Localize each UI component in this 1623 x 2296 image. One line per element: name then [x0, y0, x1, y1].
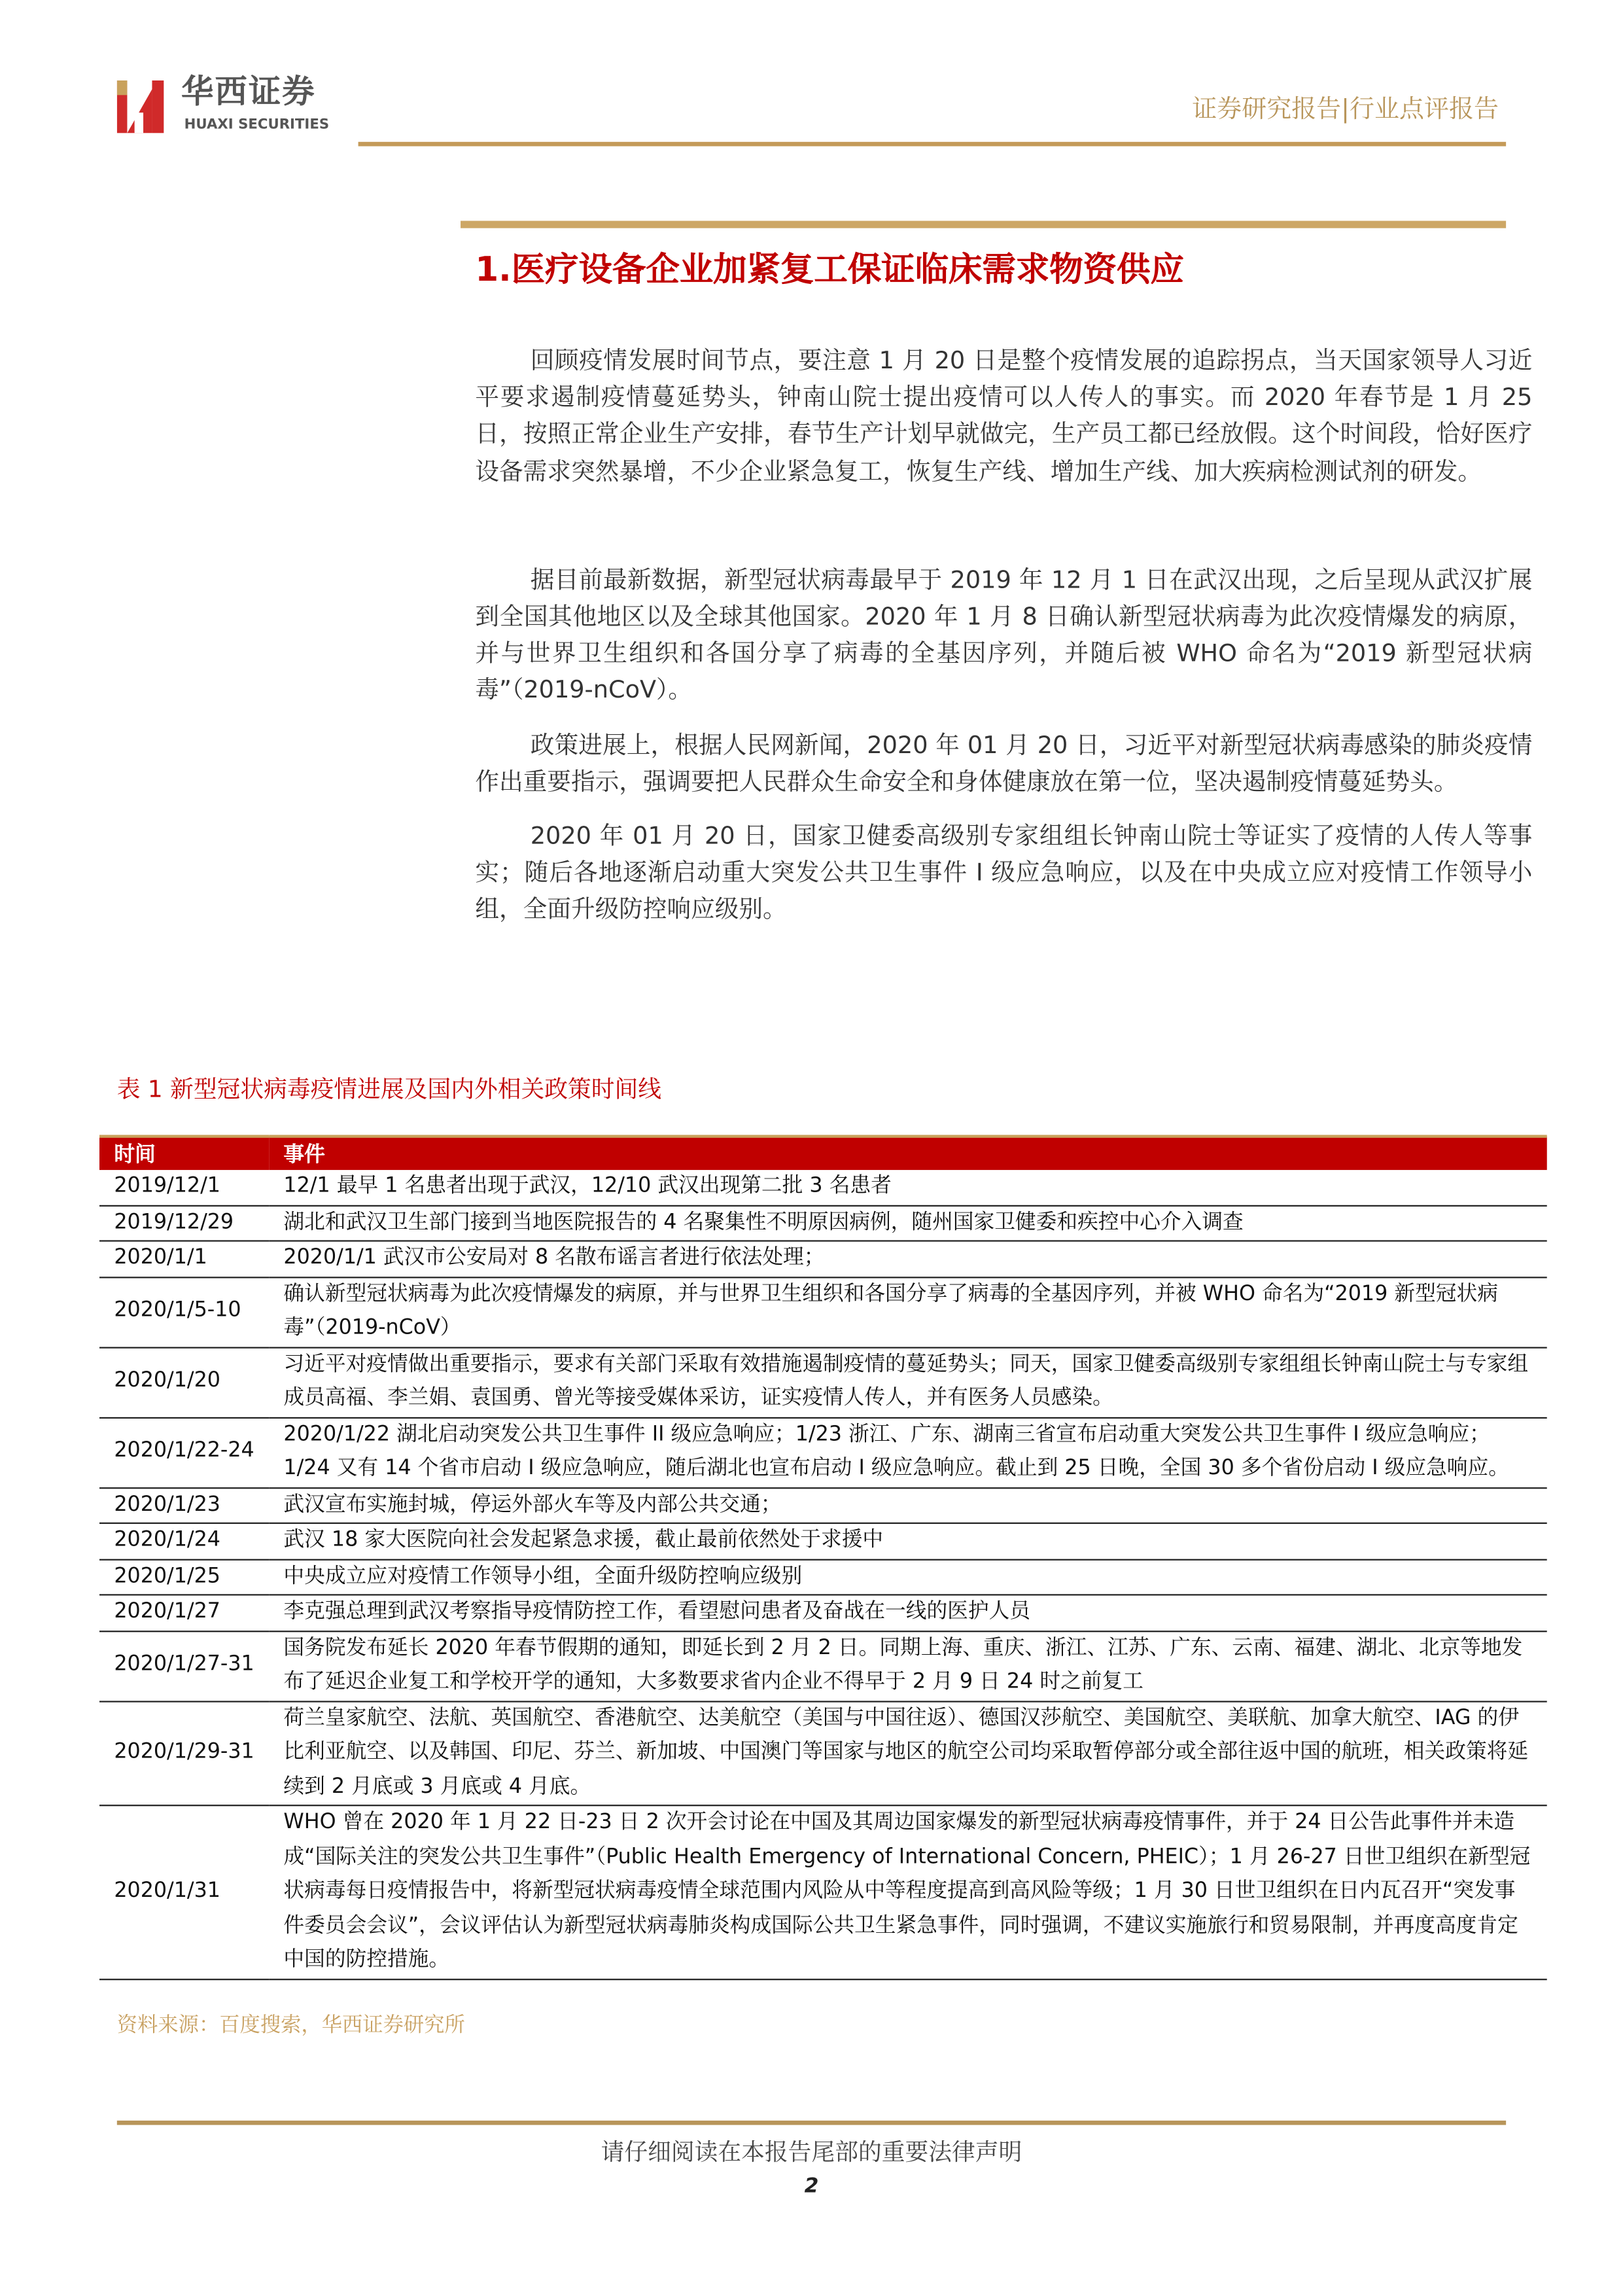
footer-divider	[117, 2121, 1506, 2125]
row-event: 武汉 18 家大医院向社会发起紧急求援，截止最前依然处于求援中	[269, 1523, 1547, 1559]
table-row	[99, 1417, 1547, 1487]
row-event: 荷兰皇家航空、法航、英国航空、香港航空、达美航空（美国与中国往返）、德国汉莎航空、美国航空、美联航、加拿大航空、IAG 的伊比利亚航空、以及韩国、印尼、芬兰、新加坡、中国澳门等国家与地区的航空公司均采取暂停部分或全部往返中国的航班，相关政策将延续到 2 月底或 3 月底或 4 月底。	[269, 1701, 1547, 1805]
body-paragraph: 据目前最新数据，新型冠状病毒最早于 2019 年 12 月 1 日在武汉出现，之后呈现从武汉扩展到全国其他地区以及全球其他国家。2020 年 1 月 8 日确认新型冠状病毒为此次疫情爆发的病原，并与世界卫生组织和各国分享了病毒的全基因序列，并随后被 WHO 命名为“2019 新型冠状病毒”（2019-nCoV）。	[475, 565, 1533, 705]
row-date: 2020/1/29-31	[99, 1701, 269, 1805]
page-number: 2	[804, 2174, 819, 2199]
row-event: 2020/1/22 湖北启动突发公共卫生事件 II 级应急响应；1/23 浙江、广东、湖南三省宣布启动重大突发公共卫生事件 I 级应急响应；1/24 又有 14 个省市启动 I 级应急响应，随后湖北也宣布启动 I 级应急响应。截止到 25 日晚，全国 30 多个省份启动 I 级应急响应。	[269, 1417, 1547, 1487]
table-header-row	[99, 1137, 1547, 1170]
logo-chinese-name: 华西证券	[181, 74, 316, 111]
body-text	[475, 342, 1532, 945]
table-row	[99, 1487, 1547, 1523]
table-row	[99, 1277, 1547, 1347]
legal-disclaimer: 请仔细阅读在本报告尾部的重要法律声明	[601, 2138, 1022, 2166]
row-event: 中央成立应对疫情工作领导小组，全面升级防控响应级别	[269, 1559, 1547, 1595]
table-source: 资料来源：百度搜索，华西证券研究所	[116, 2013, 465, 2038]
table-row	[99, 1205, 1547, 1241]
table-row	[99, 1631, 1547, 1701]
row-date: 2020/1/1	[99, 1241, 269, 1277]
table-row	[99, 1523, 1547, 1559]
header-event: 事件	[269, 1137, 1547, 1170]
header-date: 时间	[99, 1137, 269, 1170]
row-event: WHO 曾在 2020 年 1 月 22 日-23 日 2 次开会讨论在中国及其周边国家爆发的新型冠状病毒疫情事件，并于 24 日公告此事件并未造成“国际关注的突发公共卫生事件”（Public Health Emergency of International Concern, PHEIC）；1 月 26-27 日世卫组织在新型冠状病毒每日疫情报告中，将新型冠状病毒疫情全球范围内风险从中等程度提高到高风险等级；1 月 30 日世卫组织在日内瓦召开“突发事件委员会会议”，会议评估认为新型冠状病毒肺炎构成国际公共卫生紧急事件，同时强调，不建议实施旅行和贸易限制，并再度高度肯定中国的防控措施。	[269, 1805, 1547, 1979]
row-date: 2020/1/23	[99, 1487, 269, 1523]
row-event: 12/1 最早 1 名患者出现于武汉，12/10 武汉出现第二批 3 名患者	[269, 1170, 1547, 1205]
huaxi-logo-icon	[117, 80, 167, 133]
row-date: 2019/12/1	[99, 1170, 269, 1205]
timeline-table	[99, 1135, 1547, 1979]
row-event: 国务院发布延长 2020 年春节假期的通知，即延长到 2 月 2 日。同期上海、重庆、浙江、江苏、广东、云南、福建、湖北、北京等地发布了延迟企业复工和学校开学的通知，大多数要求省内企业不得早于 2 月 9 日 24 时之前复工	[269, 1631, 1547, 1701]
row-event: 李克强总理到武汉考察指导疫情防控工作，看望慰问患者及奋战在一线的医护人员	[269, 1595, 1547, 1631]
row-date: 2020/1/24	[99, 1523, 269, 1559]
table-row	[99, 1701, 1547, 1805]
body-paragraph: 政策进展上，根据人民网新闻，2020 年 01 月 20 日，习近平对新型冠状病毒感染的肺炎疫情作出重要指示，强调要把人民群众生命安全和身体健康放在第一位，坚决遏制疫情蔓延势头。	[475, 730, 1533, 796]
table-row	[99, 1241, 1547, 1277]
report-type-label: 证券研究报告|行业点评报告	[1192, 95, 1499, 124]
row-date: 2020/1/22-24	[99, 1417, 269, 1487]
table-row	[99, 1347, 1547, 1417]
header-divider	[358, 142, 1507, 147]
section-title: 1.医疗设备企业加紧复工保证临床需求物资供应	[475, 251, 1184, 290]
table-row	[99, 1805, 1547, 1979]
section-divider	[461, 221, 1506, 228]
row-date: 2019/12/29	[99, 1205, 269, 1241]
row-date: 2020/1/27	[99, 1595, 269, 1631]
body-paragraph: 回顾疫情发展时间节点，要注意 1 月 20 日是整个疫情发展的追踪拐点，当天国家领导人习近平要求遏制疫情蔓延势头，钟南山院士提出疫情可以人传人的事实。而 2020 年春节是 1 月 25 日，按照正常企业生产安排，春节生产计划早就做完，生产员工都已经放假。这个时间段，恰好医疗设备需求突然暴增，不少企业紧急复工，恢复生产线、增加生产线、加大疾病检测试剂的研发。	[475, 346, 1533, 486]
row-event: 确认新型冠状病毒为此次疫情爆发的病原，并与世界卫生组织和各国分享了病毒的全基因序列，并被 WHO 命名为“2019 新型冠状病毒”（2019-nCoV）	[269, 1277, 1547, 1347]
table-row	[99, 1595, 1547, 1631]
row-date: 2020/1/5-10	[99, 1277, 269, 1347]
logo-english-name: HUAXI SECURITIES	[184, 116, 330, 133]
row-date: 2020/1/27-31	[99, 1631, 269, 1701]
body-paragraph: 2020 年 01 月 20 日，国家卫健委高级别专家组组长钟南山院士等证实了疫情的人传人等事实；随后各地逐渐启动重大突发公共卫生事件 I 级应急响应，以及在中央成立应对疫情工作领导小组，全面升级防控响应级别。	[475, 822, 1533, 924]
row-date: 2020/1/31	[99, 1805, 269, 1979]
row-event: 湖北和武汉卫生部门接到当地医院报告的 4 名聚集性不明原因病例，随州国家卫健委和疾控中心介入调查	[269, 1205, 1547, 1241]
row-event: 习近平对疫情做出重要指示，要求有关部门采取有效措施遏制疫情的蔓延势头；同天，国家卫健委高级别专家组组长钟南山院士与专家组成员高福、李兰娟、袁国勇、曾光等接受媒体采访，证实疫情人传人，并有医务人员感染。	[269, 1347, 1547, 1417]
row-event: 武汉宣布实施封城，停运外部火车等及内部公共交通；	[269, 1487, 1547, 1523]
table-row	[99, 1559, 1547, 1595]
table-caption: 表 1 新型冠状病毒疫情进展及国内外相关政策时间线	[116, 1074, 662, 1103]
table-row	[99, 1170, 1547, 1205]
row-date: 2020/1/25	[99, 1559, 269, 1595]
row-date: 2020/1/20	[99, 1347, 269, 1417]
row-event: 2020/1/1 武汉市公安局对 8 名散布谣言者进行依法处理；	[269, 1241, 1547, 1277]
